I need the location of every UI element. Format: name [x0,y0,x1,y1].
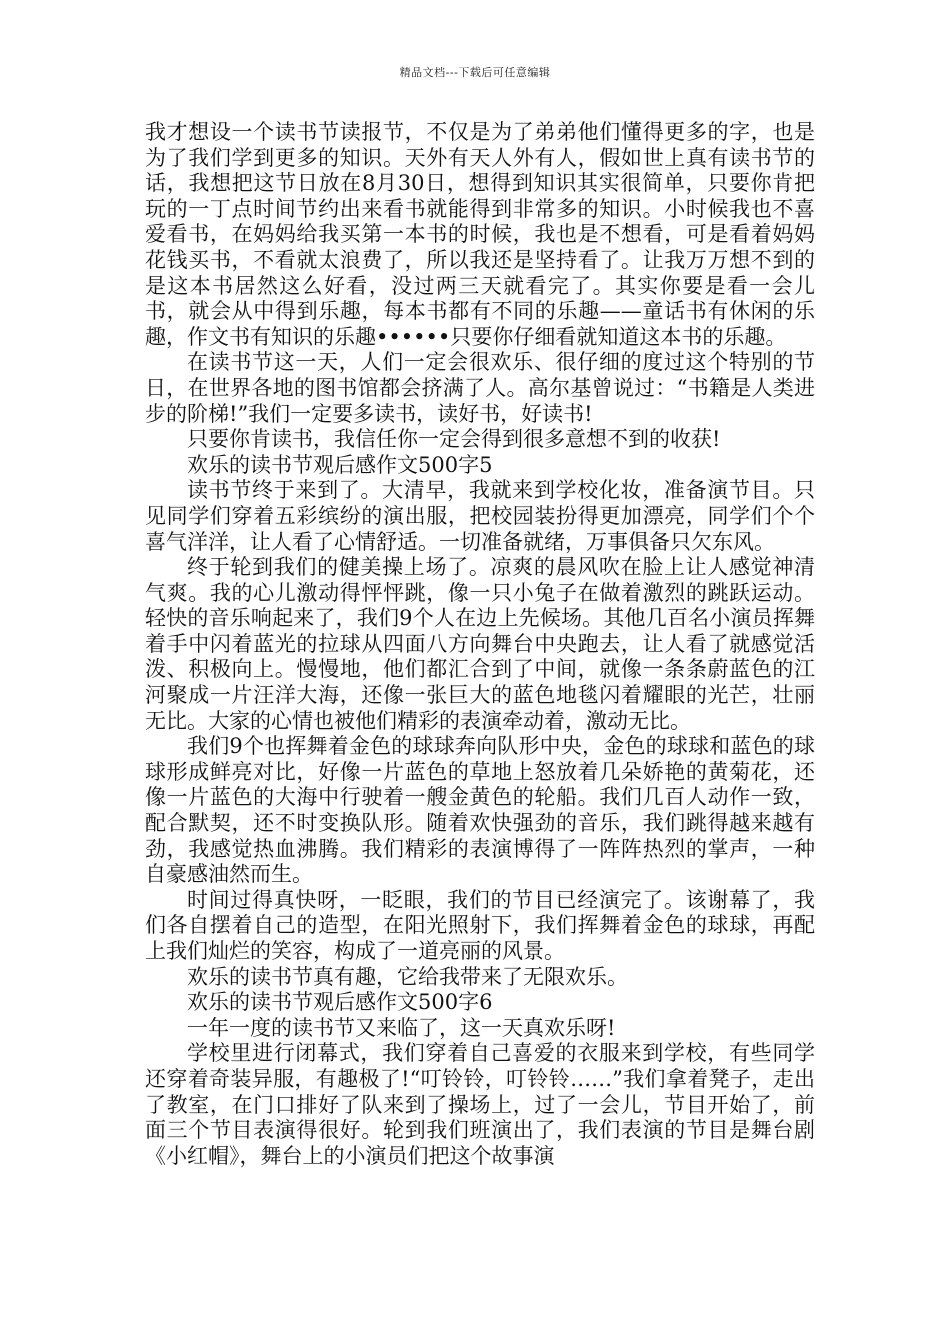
paragraph: 学校里进行闭幕式，我们穿着自己喜爱的衣服来到学校，有些同学还穿着奇装异服，有趣极了!“叮铃铃，叮铃铃……”我们拿着凳子，走出了教室，在门口排好了队来到了操场上，过了一会儿，节目开始了，前面三个节目表演得很好。轮到我们班演出了，我们表演的节目是舞台剧《小红帽》，舞台上的小演员们把这个故事演 [145,1041,815,1168]
paragraph: 终于轮到我们的健美操上场了。凉爽的晨风吹在脸上让人感觉神清气爽。我的心儿激动得怦怦跳，像一只小兔子在做着激烈的跳跃运动。轻快的音乐响起来了，我们9个人在边上先候场。其他几百名小演员挥舞着手中闪着蓝光的拉球从四面八方向舞台中央跑去，让人看了就感觉活泼、积极向上。慢慢地，他们都汇合到了中间，就像一条条蔚蓝色的江河聚成一片汪洋大海，还像一张巨大的蓝色地毯闪着耀眼的光芒，壮丽无比。大家的心情也被他们精彩的表演牵动着，激动无比。 [145,555,815,733]
paragraph: 我们9个也挥舞着金色的球球奔向队形中央，金色的球球和蓝色的球球形成鲜亮对比，好像一片蓝色的草地上怒放着几朵娇艳的黄菊花，还像一片蓝色的大海中行驶着一艘金黄色的轮船。我们几百人动作一致，配合默契，还不时变换队形。随着欢快强劲的音乐，我们跳得越来越有劲，我感觉热血沸腾。我们精彩的表演博得了一阵阵热烈的掌声，一种自豪感油然而生。 [145,734,815,887]
paragraph: 在读书节这一天，人们一定会很欢乐、很仔细的度过这个特别的节日，在世界各地的图书馆都会挤满了人。高尔基曾说过：“书籍是人类进步的阶梯!”我们一定要多读书，读好书，好读书! [145,350,815,426]
section-title: 欢乐的读书节观后感作文500字5 [187,452,493,477]
paragraph: 时间过得真快呀，一眨眼，我们的节目已经演完了。该谢幕了，我们各自摆着自己的造型，在阳光照射下，我们挥舞着金色的球球，再配上我们灿烂的笑容，构成了一道亮丽的风景。 [145,887,815,963]
document-body [145,120,815,1169]
paragraph: 读书节终于来到了。大清早，我就来到学校化妆，准备演节目。只见同学们穿着五彩缤纷的演出服，把校园装扮得更加漂亮，同学们个个喜气洋洋，让人看了心情舒适。一切准备就绪，万事俱备只欠东风。 [145,478,815,554]
paragraph: 欢乐的读书节真有趣，它给我带来了无限欢乐。 [187,964,628,989]
section-title: 欢乐的读书节观后感作文500字6 [187,990,493,1015]
page-header: 精品文档---下载后可任意编辑 [399,66,551,79]
paragraph: 一年一度的读书节又来临了，这一天真欢乐呀! [187,1015,616,1040]
paragraph: 只要你肯读书，我信任你一定会得到很多意想不到的收获! [187,427,721,452]
paragraph: 我才想设一个读书节读报节，不仅是为了弟弟他们懂得更多的字，也是为了我们学到更多的知识。天外有天人外有人，假如世上真有读书节的话，我想把这节日放在8月30日，想得到知识其实很简单，只要你肯把玩的一丁点时间节约出来看书就能得到非常多的知识。小时候我也不喜爱看书，在妈妈给我买第一本书的时候，我也是不想看，可是看着妈妈花钱买书，不看就太浪费了，所以我还是坚持看了。让我万万想不到的是这本书居然这么好看，没过两三天就看完了。其实你要是看一会儿书，就会从中得到乐趣，每本书都有不同的乐趣——童话书有休闲的乐趣，作文书有知识的乐趣••••••只要你仔细看就知道这本书的乐趣。 [145,120,815,349]
